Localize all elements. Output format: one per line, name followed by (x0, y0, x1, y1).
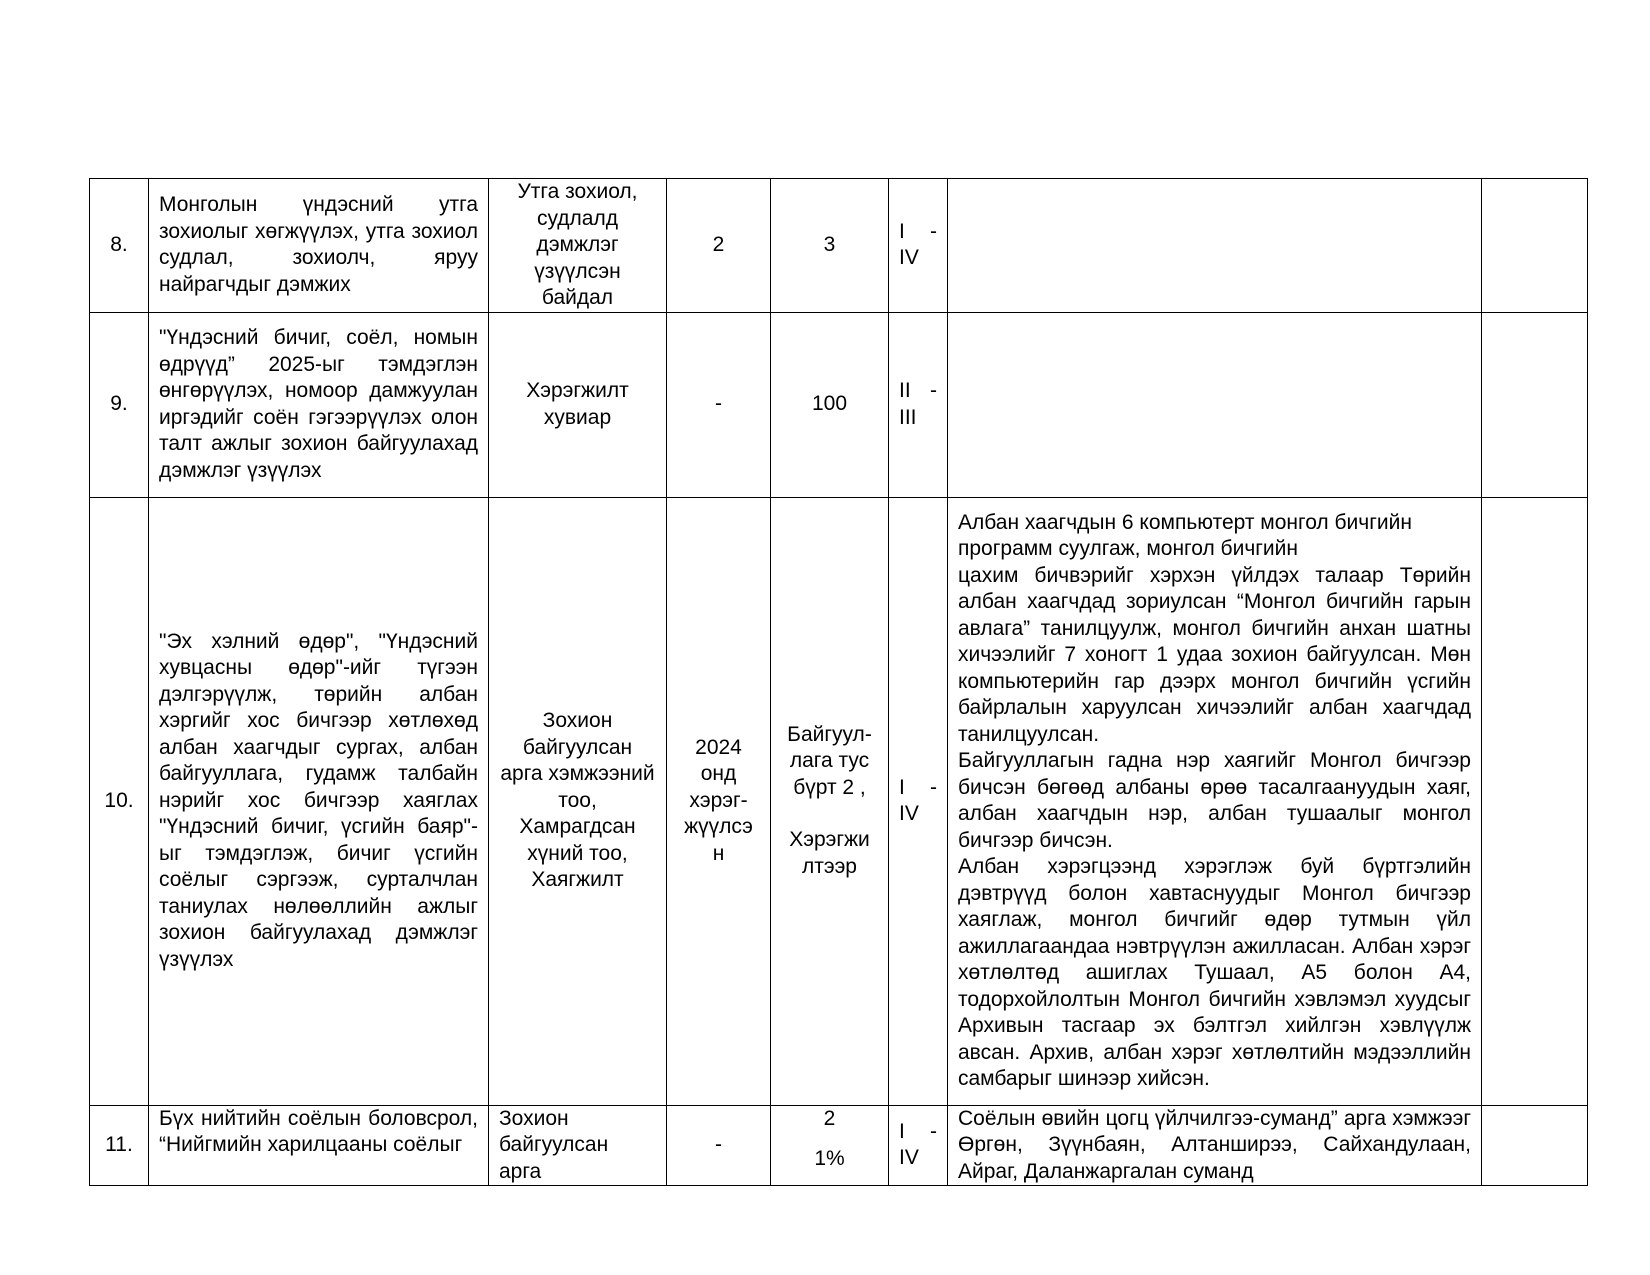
period-cell (889, 312, 948, 497)
period-end: IV (899, 802, 919, 825)
baseline-line: 2024 (695, 735, 742, 759)
baseline-line: онд (700, 762, 737, 786)
note-cell (1482, 312, 1588, 497)
target-cell: 100 (771, 312, 889, 497)
target-line: Байгуул- (787, 722, 872, 746)
activity-cell: Монголын үндэсний утга зохиолыг хөгжүүлэх, утга зохиол судлал, зохиолч, яруу найрагчдыг дэмжих (149, 179, 489, 313)
baseline-line: н (712, 841, 725, 865)
target-line: Хэрэгжи (789, 828, 870, 852)
baseline-line: хэрэг- (689, 788, 748, 812)
row-number: 11. (90, 1105, 149, 1186)
baseline-cell (667, 497, 771, 1105)
activity-cell: "Үндэсний бичиг, соёл, номын өдрүүд” 2025-ыг тэмдэглэн өнгөрүүлэх, номоор дамжуулан иргэдийг соён гэгээрүүлэх олон талт ажлыг зохион байгуулахад дэмжлэг үзүүлэх (149, 312, 489, 497)
period-cell (889, 179, 948, 313)
period-start: I (899, 1119, 905, 1143)
period-start: I (899, 219, 905, 243)
indicator-cell: Зохион байгуулсан арга хэмжээний тоо, Хамрагдсан хүний тоо, Хаягжилт (489, 497, 667, 1105)
indicator-cell: Утга зохиол, судлалд дэмжлэг үзүүлсэн байдал (489, 179, 667, 313)
baseline-cell: 2 (667, 179, 771, 313)
target-spacer (781, 1132, 878, 1146)
period-start: I (899, 775, 905, 799)
target-line: бүрт 2 , (793, 775, 866, 799)
table-row (90, 1105, 1588, 1186)
baseline-line: жүүлсэ (684, 815, 753, 839)
target-spacer (781, 801, 878, 827)
baseline-cell: - (667, 1105, 771, 1186)
result-paragraph: цахим бичвэрийг хэрхэн үйлдэх талаар Төрийн албан хаагчдад зориулсан “Монгол бичгийн гарын авлага” танилцуулж, монгол бичгийн анхан шатны хичээлийг 7 хоногт 1 удаа зохион байгуулсан. Мөн компьютерийн гар дээрх монгол бичгийн үсгийн байрлалын харуулсан хичээлийг албан хаагчдад танилцуулсан. (958, 563, 1471, 746)
period-cell (889, 497, 948, 1105)
table-row (90, 179, 1588, 313)
row-number: 8. (90, 179, 149, 313)
target-line: 1% (814, 1147, 845, 1170)
target-line: лага тус (789, 749, 870, 773)
plan-table (89, 178, 1588, 1186)
row-number: 10. (90, 497, 149, 1105)
result-cell (948, 312, 1482, 497)
row-number: 9. (90, 312, 149, 497)
result-cell (948, 497, 1482, 1105)
period-separator: - (930, 1119, 937, 1143)
target-cell: 3 (771, 179, 889, 313)
target-line: лтээр (802, 854, 857, 878)
result-cell: Соёлын өвийн цогц үйлчилгээ-суманд” арга хэмжээг Өргөн, Зүүнбаян, Алтанширээ, Сайхандулаан, Айраг, Даланжаргалан суманд (948, 1105, 1482, 1186)
result-paragraph: Байгууллагын гадна нэр хаягийг Монгол бичгээр бичсэн бөгөөд албаны өрөө тасалгаануудын хаяг, албан хаагчдын нэр, албан тушаалыг монгол бичгээр бичсэн. (958, 749, 1471, 852)
indicator-cell: Хэрэгжилт хувиар (489, 312, 667, 497)
table-row (90, 312, 1588, 497)
result-cell (948, 179, 1482, 313)
target-cell (771, 497, 889, 1105)
period-end: IV (899, 1146, 919, 1170)
target-line: 2 (823, 1106, 836, 1130)
activity-cell: "Эх хэлний өдөр", "Үндэсний хувцасны өдөр"-ийг түгээн дэлгэрүүлж, төрийн албан хэргийг хос бичгээр хөтлөхөд албан хаагчдыг сургах, албан байгууллага, гудамж талбайн нэрийг хос бичгээр хаяглах "Үндэсний бичиг, үсгийн баяр"-ыг тэмдэглэж, бичиг үсгийн соёлыг сэргээж, сурталчлан таниулах нөлөөллийн ажлыг зохион байгуулахад дэмжлэг үзүүлэх (149, 497, 489, 1105)
target-cell (771, 1105, 889, 1186)
period-end: III (899, 405, 917, 429)
period-separator: - (930, 379, 937, 402)
baseline-cell: - (667, 312, 771, 497)
period-start: II (899, 379, 911, 402)
period-separator: - (930, 219, 937, 243)
note-cell (1482, 1105, 1588, 1186)
period-separator: - (930, 775, 937, 799)
table-row (90, 497, 1588, 1105)
activity-cell: Бүх нийтийн соёлын боловсрол, “Нийгмийн харилцааны соёлыг (149, 1105, 489, 1186)
indicator-cell: Зохион байгуулсан арга (489, 1105, 667, 1186)
result-paragraph: Албан хэрэгцээнд хэрэглэж буй бүртгэлийн дэвтрүүд болон хавтаснуудыг Монгол бичгээр хаяглаж, монгол бичгийг өдөр тутмын үйл ажиллагаандаа нэвтрүүлэн ажилласан. Албан хэрэг хөтлөлтөд ашиглах Тушаал, А5 болон А4, тодорхойлолтын Монгол бичгийн хэвлэмэл хуудсыг Архивын тасгаар эх бэлтгэл хийлгэн хэвлүүлж авсан. Архив, албан хэрэг хөтлөлтийн мэдээллийн самбарыг шинээр хийсэн. (958, 855, 1471, 1090)
period-end: IV (899, 246, 919, 270)
note-cell (1482, 497, 1588, 1105)
result-paragraph: Албан хаагчдын 6 компьютерт монгол бичгийн программ суулгаж, монгол бичгийн (958, 510, 1412, 560)
note-cell (1482, 179, 1588, 313)
period-cell (889, 1105, 948, 1186)
